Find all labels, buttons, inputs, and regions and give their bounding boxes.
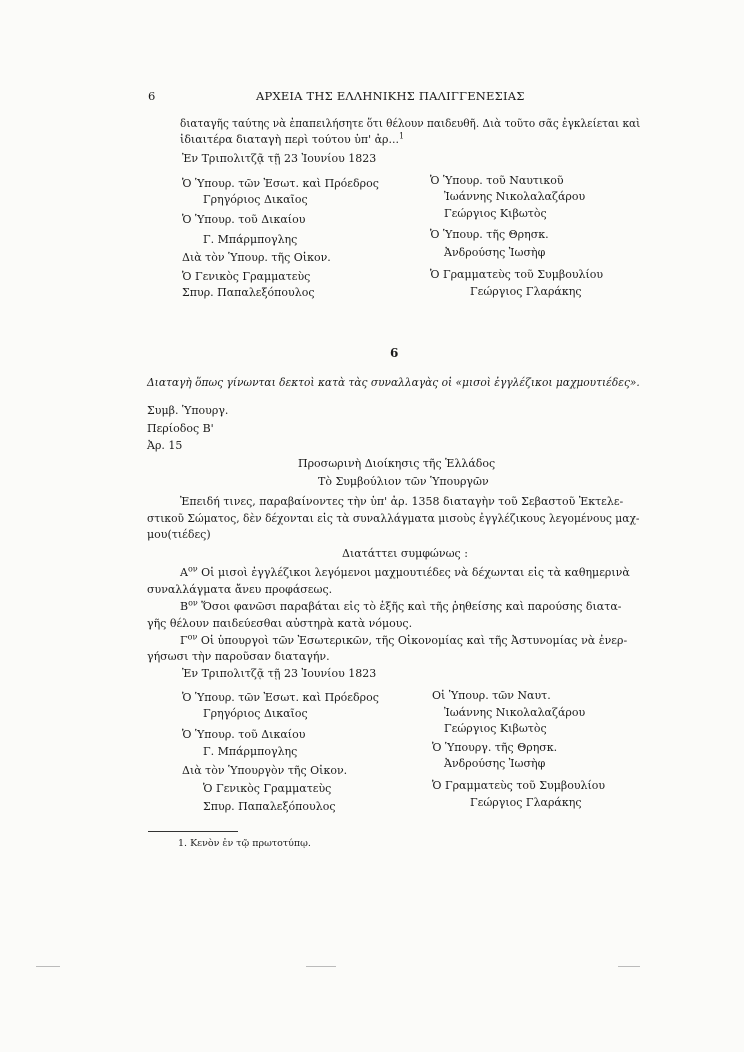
text-line: Ἐπειδή τινες, παραβαίνοντες τὴν ὑπ' ἀρ. 1358 διαταγὴν τοῦ Σεβαστοῦ Ἐκτελε- [180,495,624,508]
text-line: γήσωσι τὴν παροῦσαν διαταγήν. [147,650,330,663]
signature-name: Ἰωάννης Νικολαλαζάρου [444,190,586,203]
footnote-ref: 1 [399,131,405,141]
signature-name: Ἀνδρούσης Ἰωσὴφ [444,757,546,770]
place-date: Ἐν Τριπολιτζᾷ τῇ 23 Ἰουνίου 1823 [182,667,377,680]
clause-c: $\Gamma^{o\nu}$ Οἱ ὑπουργοὶ τῶν Ἐσωτερικῶν, τῆς Οἰκονομίας καὶ τῆς Ἀστυνομίας νὰ ἐνερ- [180,632,628,647]
signature-line: Ὁ Γραμματεὺς τοῦ Συμβουλίου [432,779,606,792]
signature-line: Διὰ τὸν Ὑπουργὸν τῆς Οἰκον. [182,764,348,777]
signature-line: Ὁ Ὑπουρ. τῶν Ἐσωτ. καὶ Πρόεδρος [182,691,379,704]
place-date: Ἐν Τριπολιτζᾷ τῇ 23 Ἰουνίου 1823 [182,152,377,165]
signature-line: Ὁ Γενικὸς Γραμματεὺς [203,782,332,795]
document-number: 6 [390,346,399,360]
signature-line: Ὁ Ὑπουρ. τοῦ Δικαίου [182,213,306,226]
signature-name: Γ. Μπάρμπογλης [203,233,298,246]
signature-line: Διὰ τὸν Ὑπουρ. τῆς Οἰκον. [182,251,331,264]
scan-artifact [36,966,60,967]
signature-name: Γεώργιος Γλαράκης [470,796,582,809]
text-line: μου(τιέδες) [147,528,211,541]
issuer-heading: Τὸ Συμβούλιον τῶν Ὑπουργῶν [318,475,489,488]
signature-name: Ἰωάννης Νικολαλαζάρου [444,706,586,719]
signature-name: Γεώργιος Κιβωτὸς [444,722,547,735]
issuer-heading: Προσωρινὴ Διοίκησις τῆς Ἑλλάδος [298,457,496,470]
reference-line: Ἀρ. 15 [147,439,183,452]
text-line: διαταγῆς ταύτης νὰ ἐπαπειλήσητε ὅτι θέλουν παιδευθῆ. Διὰ τοῦτο σᾶς ἐγκλείεται καὶ [180,117,641,130]
signature-name: Γεώργιος Κιβωτὸς [444,207,547,220]
signature-line: Ὁ Ὑπουρ. τοῦ Ναυτικοῦ [430,174,564,187]
reference-line: Περίοδος Β' [147,422,214,435]
signature-name: Γρηγόριος Δικαῖος [203,707,308,720]
signature-name: Γρηγόριος Δικαῖος [203,193,308,206]
scan-artifact [618,966,640,967]
signature-line: Οἱ Ὑπουρ. τῶν Ναυτ. [432,689,551,702]
text-line: συναλλάγματα ἄνευ προφάσεως. [147,583,333,596]
clause-a: $A^{o\nu}$ Οἱ μισοὶ ἐγγλέζικοι λεγόμενοι μαχμουτιέδες νὰ δέχωνται εἰς τὰ καθημερινὰ [180,564,630,579]
footnote: 1. Κενὸν ἐν τῷ πρωτοτύπῳ. [178,838,311,849]
signature-line: Ὁ Ὑπουρ. τοῦ Δικαίου [182,728,306,741]
signature-line: Ὁ Ὑπουργ. τῆς Θρησκ. [432,741,558,754]
signature-line: Ὁ Γενικὸς Γραμματεὺς [182,270,311,283]
footnote-rule [148,831,238,832]
clause-b: $B^{o\nu}$ Ὅσοι φανῶσι παραβάται εἰς τὸ ἑξῆς καὶ τῆς ῥηθείσης καὶ παρούσης διατα- [180,598,622,613]
document-summary: Διαταγὴ ὅπως γίνωνται δεκτοὶ κατὰ τὰς συναλλαγὰς οἱ «μισοὶ ἐγγλέζικοι μαχμουτιέδες». [147,376,640,389]
running-title: ΑΡΧΕΙΑ ΤΗΣ ΕΛΛΗΝΙΚΗΣ ΠΑΛΙΓΓΕΝΕΣΙΑΣ [256,89,525,103]
text-line: στικοῦ Σώματος, δὲν δέχονται εἰς τὰ συναλλάγματα μισοὺς ἐγγλέζικους λεγομένους μαχ- [147,512,640,525]
signature-name: Σπυρ. Παπαλεξόπουλος [203,800,336,813]
signature-name: Γ. Μπάρμπογλης [203,745,298,758]
page-number: 6 [148,89,156,103]
signature-name: Ἀνδρούσης Ἰωσὴφ [444,246,546,259]
reference-line: Συμβ. Ὑπουργ. [147,404,229,417]
text-line: γῆς θέλουν παιδεύεσθαι αὐστηρὰ κατὰ νόμους. [147,617,413,630]
scan-artifact [306,966,336,967]
text-line: ἰδιαιτέρα διαταγὴ περὶ τούτου ὑπ' ἀρ...$^1$ [180,131,405,146]
signature-line: Ὁ Ὑπουρ. τῆς Θρησκ. [430,228,549,241]
signature-line: Ὁ Ὑπουρ. τῶν Ἐσωτ. καὶ Πρόεδρος [182,177,379,190]
orders-heading: Διατάττει συμφώνως : [342,547,468,560]
signature-name: Σπυρ. Παπαλεξόπουλος [182,286,315,299]
signature-line: Ὁ Γραμματεὺς τοῦ Συμβουλίου [430,268,604,281]
signature-name: Γεώργιος Γλαράκης [470,285,582,298]
